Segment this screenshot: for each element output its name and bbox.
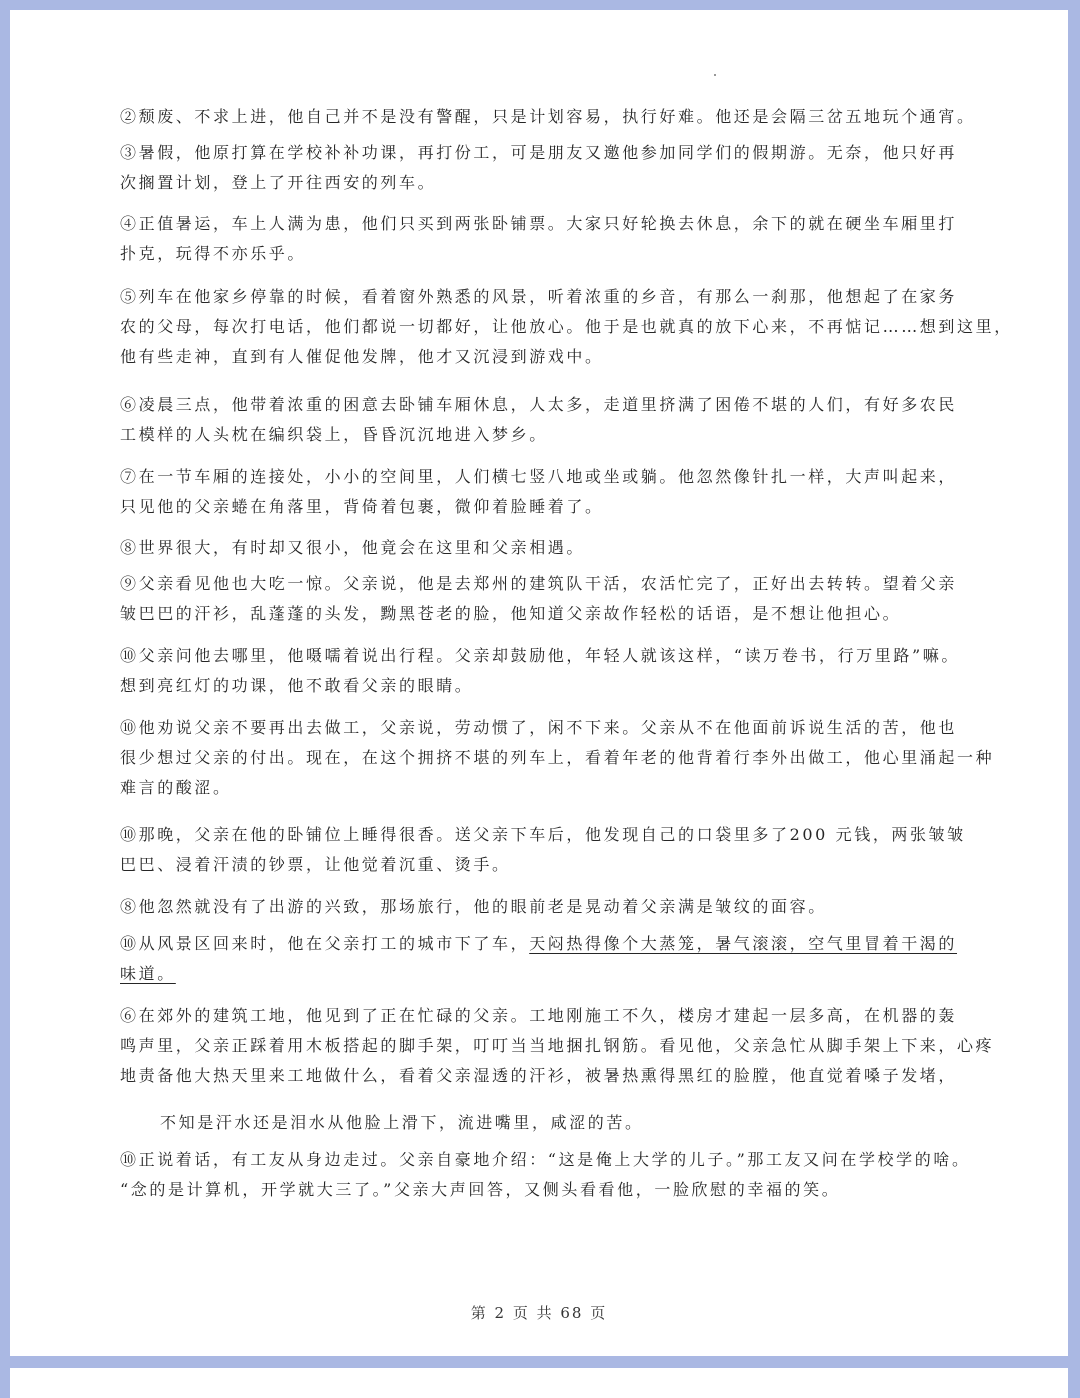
- text-line: 他有些走神，直到有人催促他发牌，他才又沉浸到游戏中。: [120, 347, 604, 366]
- page-number: 第 2 页 共 68 页: [470, 1304, 608, 1322]
- plain-text: ⑩从风景区回来时，他在父亲打工的城市下了车，: [120, 934, 530, 953]
- text-line: ⑨父亲看见他也大吃一惊。父亲说，他是去郑州的建筑队干活，农活忙完了，正好出去转转。望着父亲: [120, 574, 958, 593]
- text-line: 很少想过父亲的付出。现在，在这个拥挤不堪的列车上，看着年老的他背着行李外出做工，他心里涌起一种: [120, 748, 995, 767]
- text-line: 味道。: [120, 964, 176, 983]
- text-line: 扑克，玩得不亦乐乎。: [120, 244, 307, 263]
- text-line: 想到亮红灯的功课，他不敢看父亲的眼睛。: [120, 676, 474, 695]
- text-line: ④正值暑运，车上人满为患，他们只买到两张卧铺票。大家只好轮换去休息，余下的就在硬坐车厢里打: [120, 214, 958, 233]
- paragraph-13: [120, 892, 984, 922]
- page-speck: [714, 74, 716, 76]
- text-line: ⑤列车在他家乡停靠的时候，看着窗外熟悉的风景，听着浓重的乡音，有那么一刹那，他想起了在家务: [120, 287, 958, 306]
- paragraph-6: [120, 390, 984, 450]
- text-line: 鸣声里，父亲正踩着用木板搭起的脚手架，叮叮当当地捆扎钢筋。看见他，父亲急忙从脚手架上下来，心疼: [120, 1036, 995, 1055]
- text-line: 工模样的人头枕在编织袋上，昏昏沉沉地进入梦乡。: [120, 425, 548, 444]
- text-line: ③暑假，他原打算在学校补补功课，再打份工，可是朋友又邀他参加同学们的假期游。无奈，他只好再: [120, 143, 958, 162]
- text-line: ②颓废、不求上进，他自己并不是没有警醒，只是计划容易，执行好难。他还是会隔三岔五地玩个通宵。: [120, 107, 976, 126]
- text-line: ⑧世界很大，有时却又很小，他竟会在这里和父亲相遇。: [120, 538, 586, 557]
- paragraph-5: [120, 282, 1013, 372]
- text-line: 只见他的父亲蜷在角落里，背倚着包裹，微仰着脸睡着了。: [120, 497, 604, 516]
- paragraph-17: [120, 1145, 984, 1205]
- text-line: “念的是计算机，开学就大三了。”父亲大声回答，又侧头看看他，一脸欣慰的幸福的笑。: [120, 1180, 841, 1199]
- paragraph-15: [120, 1001, 995, 1091]
- text-line: 次搁置计划，登上了开往西安的列车。: [120, 173, 437, 192]
- text-line: 巴巴、浸着汗渍的钞票，让他觉着沉重、烫手。: [120, 855, 511, 874]
- paragraph-16: [160, 1108, 984, 1138]
- text-line: ⑩他劝说父亲不要再出去做工，父亲说，劳动惯了，闲不下来。父亲从不在他面前诉说生活的苦，他也: [120, 718, 958, 737]
- text-line: ⑥凌晨三点，他带着浓重的困意去卧铺车厢休息，人太多，走道里挤满了困倦不堪的人们，有好多农民: [120, 395, 958, 414]
- text-line: 农的父母，每次打电话，他们都说一切都好，让他放心。他于是也就真的放下心来，不再惦记……想到这里，: [120, 317, 1013, 336]
- text-line: ⑥在郊外的建筑工地，他见到了正在忙碌的父亲。工地刚施工不久，楼房才建起一层多高，在机器的轰: [120, 1006, 958, 1025]
- underlined-text: 天闷热得像个大蒸笼，暑气滚滚，空气里冒着干渴的: [529, 934, 958, 953]
- text-line: ⑩父亲问他去哪里，他嗫嚅着说出行程。父亲却鼓励他，年轻人就该这样，“读万卷书，行万里路”嘛。: [120, 646, 960, 665]
- text-line: 不知是汗水还是泪水从他脸上滑下，流进嘴里，咸涩的苦。: [160, 1113, 644, 1132]
- text-line: ⑧他忽然就没有了出游的兴致，那场旅行，他的眼前老是晃动着父亲满是皱纹的面容。: [120, 897, 827, 916]
- paragraph-8: [120, 533, 984, 563]
- text-line: ⑩那晚，父亲在他的卧铺位上睡得很香。送父亲下车后，他发现自己的口袋里多了200 元钱，两张皱皱: [120, 825, 966, 844]
- document-page: [10, 10, 1068, 1356]
- paragraph-10: [120, 641, 984, 701]
- paragraph-9: [120, 569, 984, 629]
- text-line: 难言的酸涩。: [120, 778, 232, 797]
- paragraph-7: [120, 462, 984, 522]
- text-line: 地责备他大热天里来工地做什么，看着父亲湿透的汗衫，被暑热熏得黑红的脸膛，他直觉着嗓子发堵，: [120, 1066, 958, 1085]
- paragraph-3: [120, 138, 984, 198]
- next-page-edge: [10, 1368, 1068, 1398]
- paragraph-14: [120, 929, 984, 989]
- paragraph-12: [120, 820, 984, 880]
- text-line: 皱巴巴的汗衫，乱蓬蓬的头发，黝黑苍老的脸，他知道父亲故作轻松的话语，是不想让他担心。: [120, 604, 902, 623]
- paragraph-2: [120, 102, 984, 132]
- text-line: ⑦在一节车厢的连接处，小小的空间里，人们横七竖八地或坐或躺。他忽然像针扎一样，大声叫起来，: [120, 467, 958, 486]
- text-line: [120, 929, 984, 959]
- paragraph-11: [120, 713, 995, 803]
- paragraph-4: [120, 209, 984, 269]
- text-line: ⑩正说着话，有工友从身边走过。父亲自豪地介绍：“这是俺上大学的儿子。”那工友又问在学校学的啥。: [120, 1150, 971, 1169]
